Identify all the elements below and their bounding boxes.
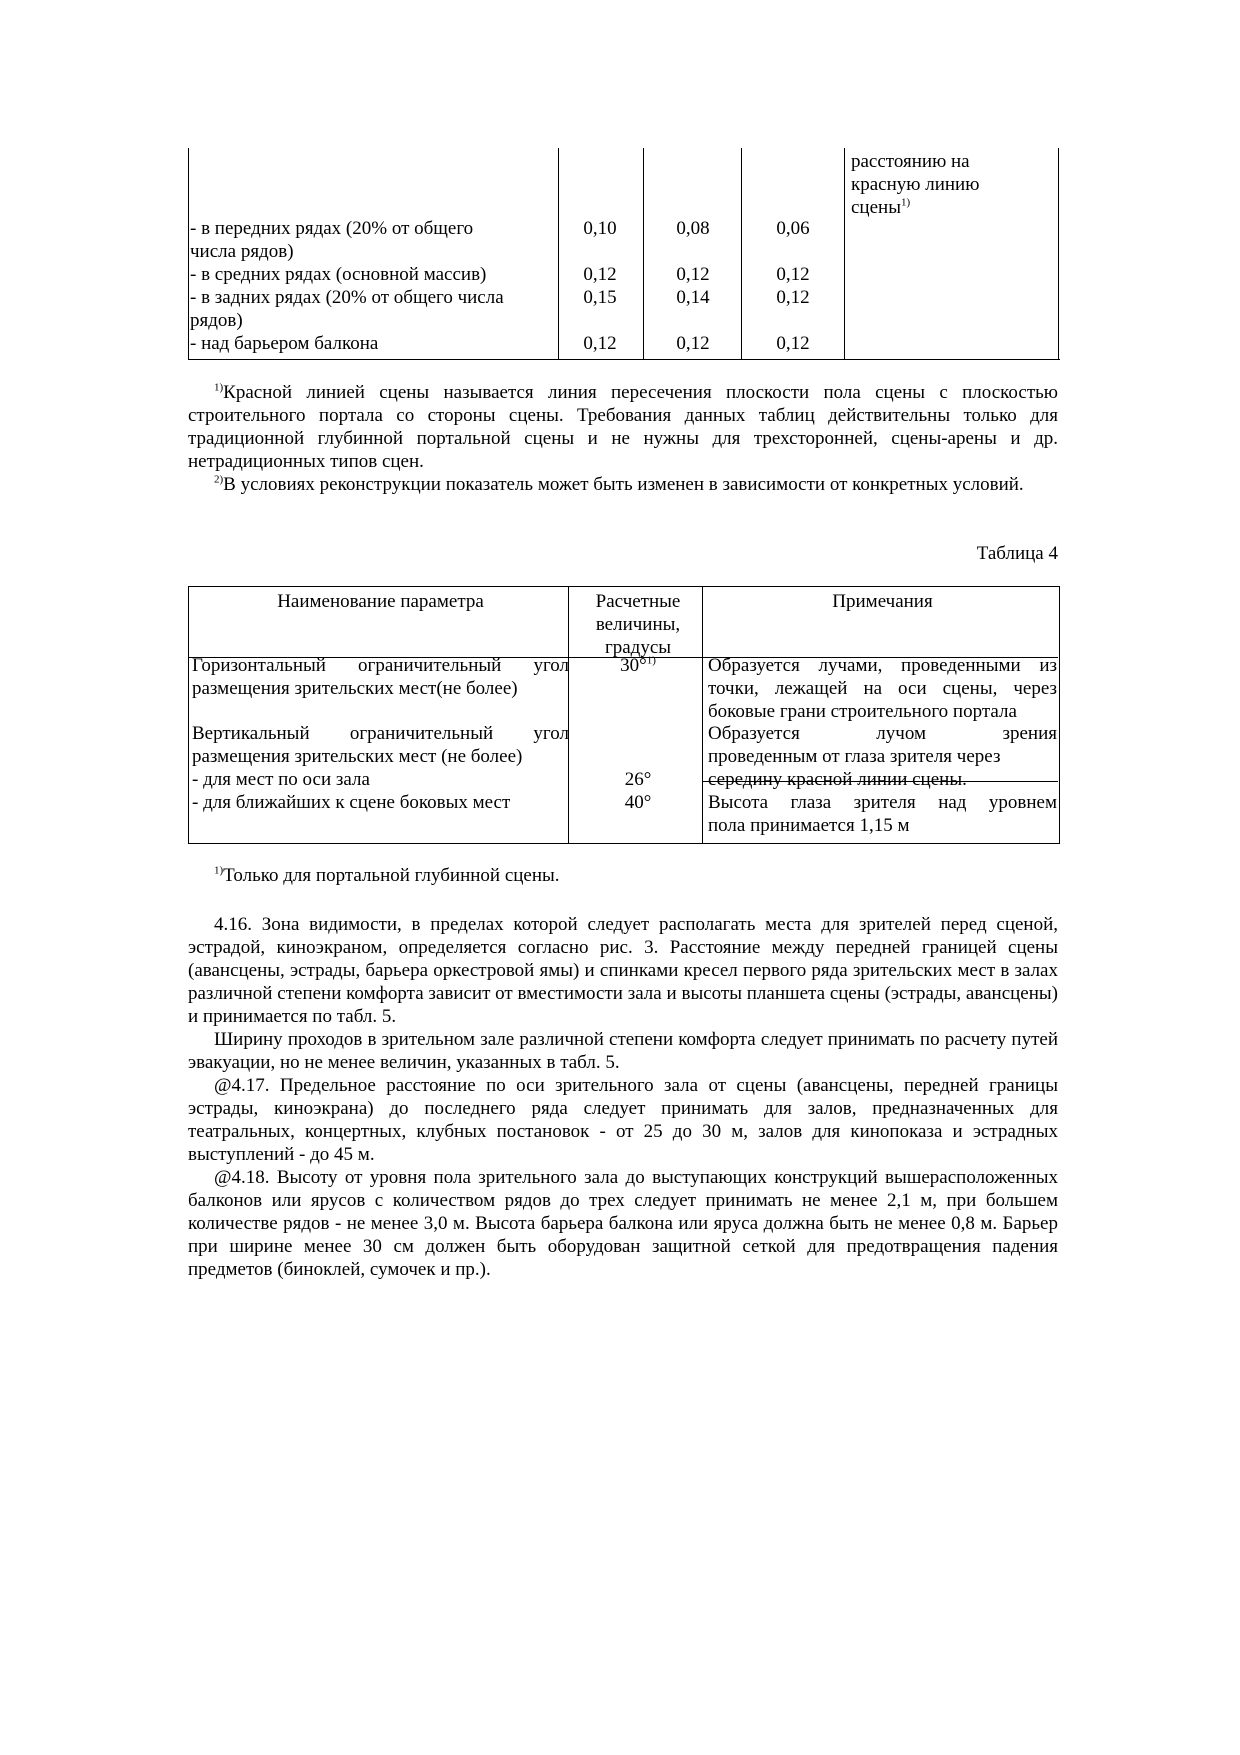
footnote-text: Только для портальной глубинной сцены.	[223, 865, 560, 886]
row-value: 0,12	[676, 333, 710, 354]
table-row	[188, 286, 1060, 331]
footnote-marker: 1)	[214, 381, 224, 394]
note-line	[851, 196, 1056, 219]
note-line: пола принимается 1,15 м	[708, 815, 910, 836]
row-value: 0,12	[583, 333, 617, 354]
table-row	[188, 332, 1060, 355]
paragraph-4-16: 4.16. Зона видимости, в пределах которой следует располагать места для зрителей перед сценой, эстрадой, киноэкраном, определяется согласно рис. 3. Расстояние между передней границей сцены (авансцены, эстрады, барьера оркестровой ямы) и спинками кресел первого ряда зрительских мест в залах различной степени комфорта зависит от вместимости зала и высоты планшета сцены (эстрады, авансцены) и принимается по табл. 5.	[188, 914, 1058, 1027]
table-border	[558, 148, 559, 360]
row-value: 0,12	[776, 264, 810, 285]
row-value: 0,12	[776, 287, 810, 308]
table-caption: Таблица 4	[976, 543, 1058, 564]
value-axis-seats: 26°	[624, 769, 652, 790]
label-line: числа рядов)	[190, 241, 294, 262]
note-line: боковые грани строительного портала	[708, 701, 1017, 722]
param-sub-axis: - для мест по оси зала	[192, 769, 370, 790]
value-horizontal-angle	[573, 654, 703, 677]
row-label: - над барьером балкона	[190, 333, 379, 354]
row-value: 0,14	[676, 287, 710, 308]
paragraph-aisle-width: Ширину проходов в зрительном зале различной степени комфорта следует принимать по расчету путей эвакуации, но не менее величин, указанных в табл. 5.	[188, 1029, 1058, 1073]
table-3-continuation	[188, 148, 1060, 360]
column-header-parameter: Наименование параметра	[277, 591, 484, 612]
param-horizontal-angle	[192, 654, 569, 700]
footnote-ref: 1)	[646, 654, 656, 667]
table-border	[1058, 148, 1059, 360]
param-vertical-angle	[192, 722, 569, 814]
table-border	[643, 148, 644, 360]
row-value: 0,15	[583, 287, 617, 308]
table-note-cell	[851, 150, 1056, 219]
note-horizontal-angle	[708, 654, 1057, 723]
note-vertical-angle	[708, 722, 1057, 791]
footnote-marker: 2)	[214, 473, 224, 486]
paragraph-4-18: @4.18. Высоту от уровня пола зрительного зала до выступающих конструкций вышерасположенных балконов или ярусов с количеством рядов до трех следует принимать не менее 2,1 м, при большем количестве рядов - не менее 3,0 м. Высота барьера балкона или яруса должна быть не менее 0,8 м. Барьер при ширине менее 30 см должен быть оборудован защитной сеткой для предотвращения падения предметов (биноклей, сумочек и пр.).	[188, 1167, 1058, 1280]
row-label: - в средних рядах (основной массив)	[190, 264, 487, 285]
row-value: 0,12	[676, 264, 710, 285]
row-label	[190, 217, 546, 263]
note-text: сцены	[851, 197, 901, 218]
table-row	[188, 263, 1060, 286]
param-line: размещения зрительских мест (не более)	[192, 746, 523, 767]
label-line: - в задних рядах (20% от общего числа	[190, 287, 504, 308]
table-border	[741, 148, 742, 360]
table-border	[844, 148, 845, 360]
note-line: Образуется лучами, проведенными из	[708, 655, 1057, 676]
header-line: Расчетные	[595, 591, 681, 612]
table-row	[188, 217, 1060, 262]
value-side-seats: 40°	[624, 792, 652, 813]
note-line: красную линию	[851, 174, 980, 195]
column-header-values	[573, 590, 703, 659]
note-line: расстоянию на	[851, 151, 970, 172]
footnote-text: В условиях реконструкции показатель может быть изменен в зависимости от конкретных условий.	[223, 474, 1024, 495]
table-border	[188, 148, 189, 360]
table-border	[188, 359, 1060, 360]
value-text: 30°	[620, 655, 647, 676]
note-line: середину красной линии сцены.	[708, 769, 967, 790]
row-value: 0,06	[776, 218, 810, 239]
footnote-reconstruction	[188, 473, 1058, 496]
label-line: - в передних рядах (20% от общего	[190, 218, 474, 239]
param-sub-side: - для ближайших к сцене боковых мест	[192, 792, 511, 813]
note-line: Высота глаза зрителя над уровнем	[708, 792, 1057, 813]
note-line: Образуется лучом зрения	[708, 723, 1057, 744]
paragraph-4-17: @4.17. Предельное расстояние по оси зрительного зала от сцены (авансцены, передней границы эстрады, киноэкрана) до последнего ряда следует принимать для залов, предназначенных для театральных, концертных, клубных постановок - от 25 до 30 м, залов для кинопоказа и эстрадных выступлений - до 45 м.	[188, 1075, 1058, 1165]
param-line: размещения зрительских мест(не более)	[192, 678, 518, 699]
param-line: Горизонтальный ограничительный угол	[192, 655, 569, 676]
header-line: градусы	[604, 637, 672, 658]
table-4	[188, 586, 1060, 844]
row-value: 0,08	[676, 218, 710, 239]
row-value: 0,12	[583, 264, 617, 285]
label-line: рядов)	[190, 310, 243, 331]
row-label	[190, 286, 546, 332]
note-eye-height	[708, 791, 1057, 837]
column-header-notes: Примечания	[832, 591, 933, 612]
row-value: 0,12	[776, 333, 810, 354]
footnote-red-line	[188, 381, 1058, 473]
row-value: 0,10	[583, 218, 617, 239]
note-line: точки, лежащей на оси сцены, через	[708, 678, 1057, 699]
footnote-text: Красной линией сцены называется линия пересечения плоскости пола сцены с плоскостью строительного портала со стороны сцены. Требования данных таблиц действительны только для традиционной глубинной портальной сцены и не нужны для трехсторонней, сцены-арены и др. нетрадиционных типов сцен.	[188, 382, 1058, 472]
param-line: Вертикальный ограничительный угол	[192, 723, 569, 744]
note-line: проведенным от глаза зрителя через	[708, 746, 1001, 767]
footnote-portal-stage	[188, 864, 1058, 887]
footnote-marker: 1)	[214, 864, 224, 877]
footnote-ref: 1)	[900, 196, 911, 209]
header-line: величины,	[595, 614, 681, 635]
